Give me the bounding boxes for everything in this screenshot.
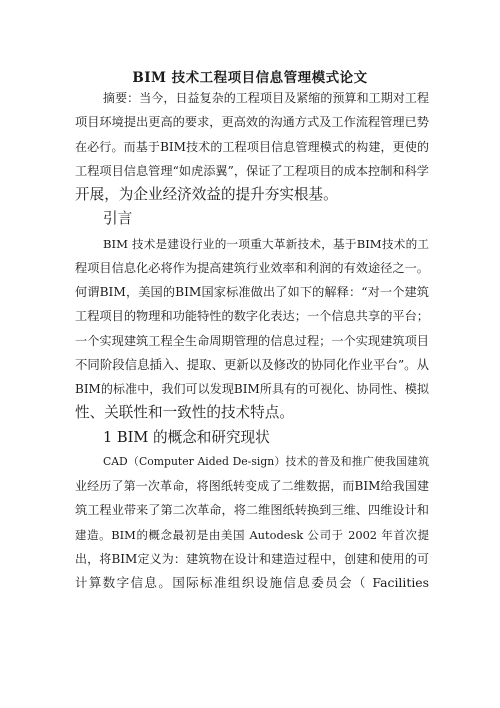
text-line: 筑工程业带来了第二次革命，将二维图纸转换到三维、四维设计和 xyxy=(75,503,429,518)
text-line: 引言 xyxy=(103,210,133,228)
text-line: 1 BIM 的概念和研究现状 xyxy=(103,428,270,446)
text-line: 建造。BIM的概念最初是由美国 Autodesk 公司于 2002 年首次提 xyxy=(75,527,429,542)
text-line: 工程项目信息管理“如虎添翼”，保证了工程项目的成本控制和科学 xyxy=(75,163,429,178)
text-line: BIM 技术是建设行业的一项重大革新技术，基于BIM技术的工 xyxy=(103,236,429,251)
text-line: 计算数字信息。国际标准组织设施信息委员会（ Facilities xyxy=(75,575,429,590)
text-line: BIM的标准中，我们可以发现BIM所具有的可视化、协同性、模拟 xyxy=(75,382,429,396)
text-line: 在必行。而基于BIM技术的工程项目信息管理模式的构建，更使的 xyxy=(75,139,429,154)
text-line: 业经历了第一次革命，将图纸转变成了二维数据，而BIM给我国建 xyxy=(75,479,429,493)
text-line: 程项目信息化必将作为提高建筑行业效率和利润的有效途径之一。 xyxy=(75,260,429,275)
document-body xyxy=(75,86,429,595)
text-line: 出，将BIM定义为：建筑物在设计和建造过程中，创建和使用的可 xyxy=(75,551,429,566)
text-line: 开展，为企业经济效益的提升夯实根基。 xyxy=(75,186,338,203)
text-line: 摘要：当今，日益复杂的工程项目及紧缩的预算和工期对工程 xyxy=(103,91,429,105)
document-title: BIM 技术工程项目信息管理模式论文 xyxy=(132,70,368,86)
text-line: 工程项目的物理和功能特性的数字化表达；一个信息共享的平台； xyxy=(75,309,429,324)
text-line: 性、关联性和一致性的技术特点。 xyxy=(75,404,294,422)
text-line: 一个实现建筑工程全生命周期管理的信息过程；一个实现建筑项目 xyxy=(75,333,429,348)
text-line: 何谓BIM，美国的BIM国家标准做出了如下的解释：“对一个建筑 xyxy=(75,285,429,299)
text-line: 项目环境提出更高的要求，更高效的沟通方式及工作流程管理已势 xyxy=(75,115,429,130)
text-line: CAD（Computer Aided De-sign）技术的普及和推广使我国建筑 xyxy=(103,454,429,468)
text-line: 不同阶段信息插入、提取、更新以及修改的协同化作业平台”。从 xyxy=(75,356,429,372)
